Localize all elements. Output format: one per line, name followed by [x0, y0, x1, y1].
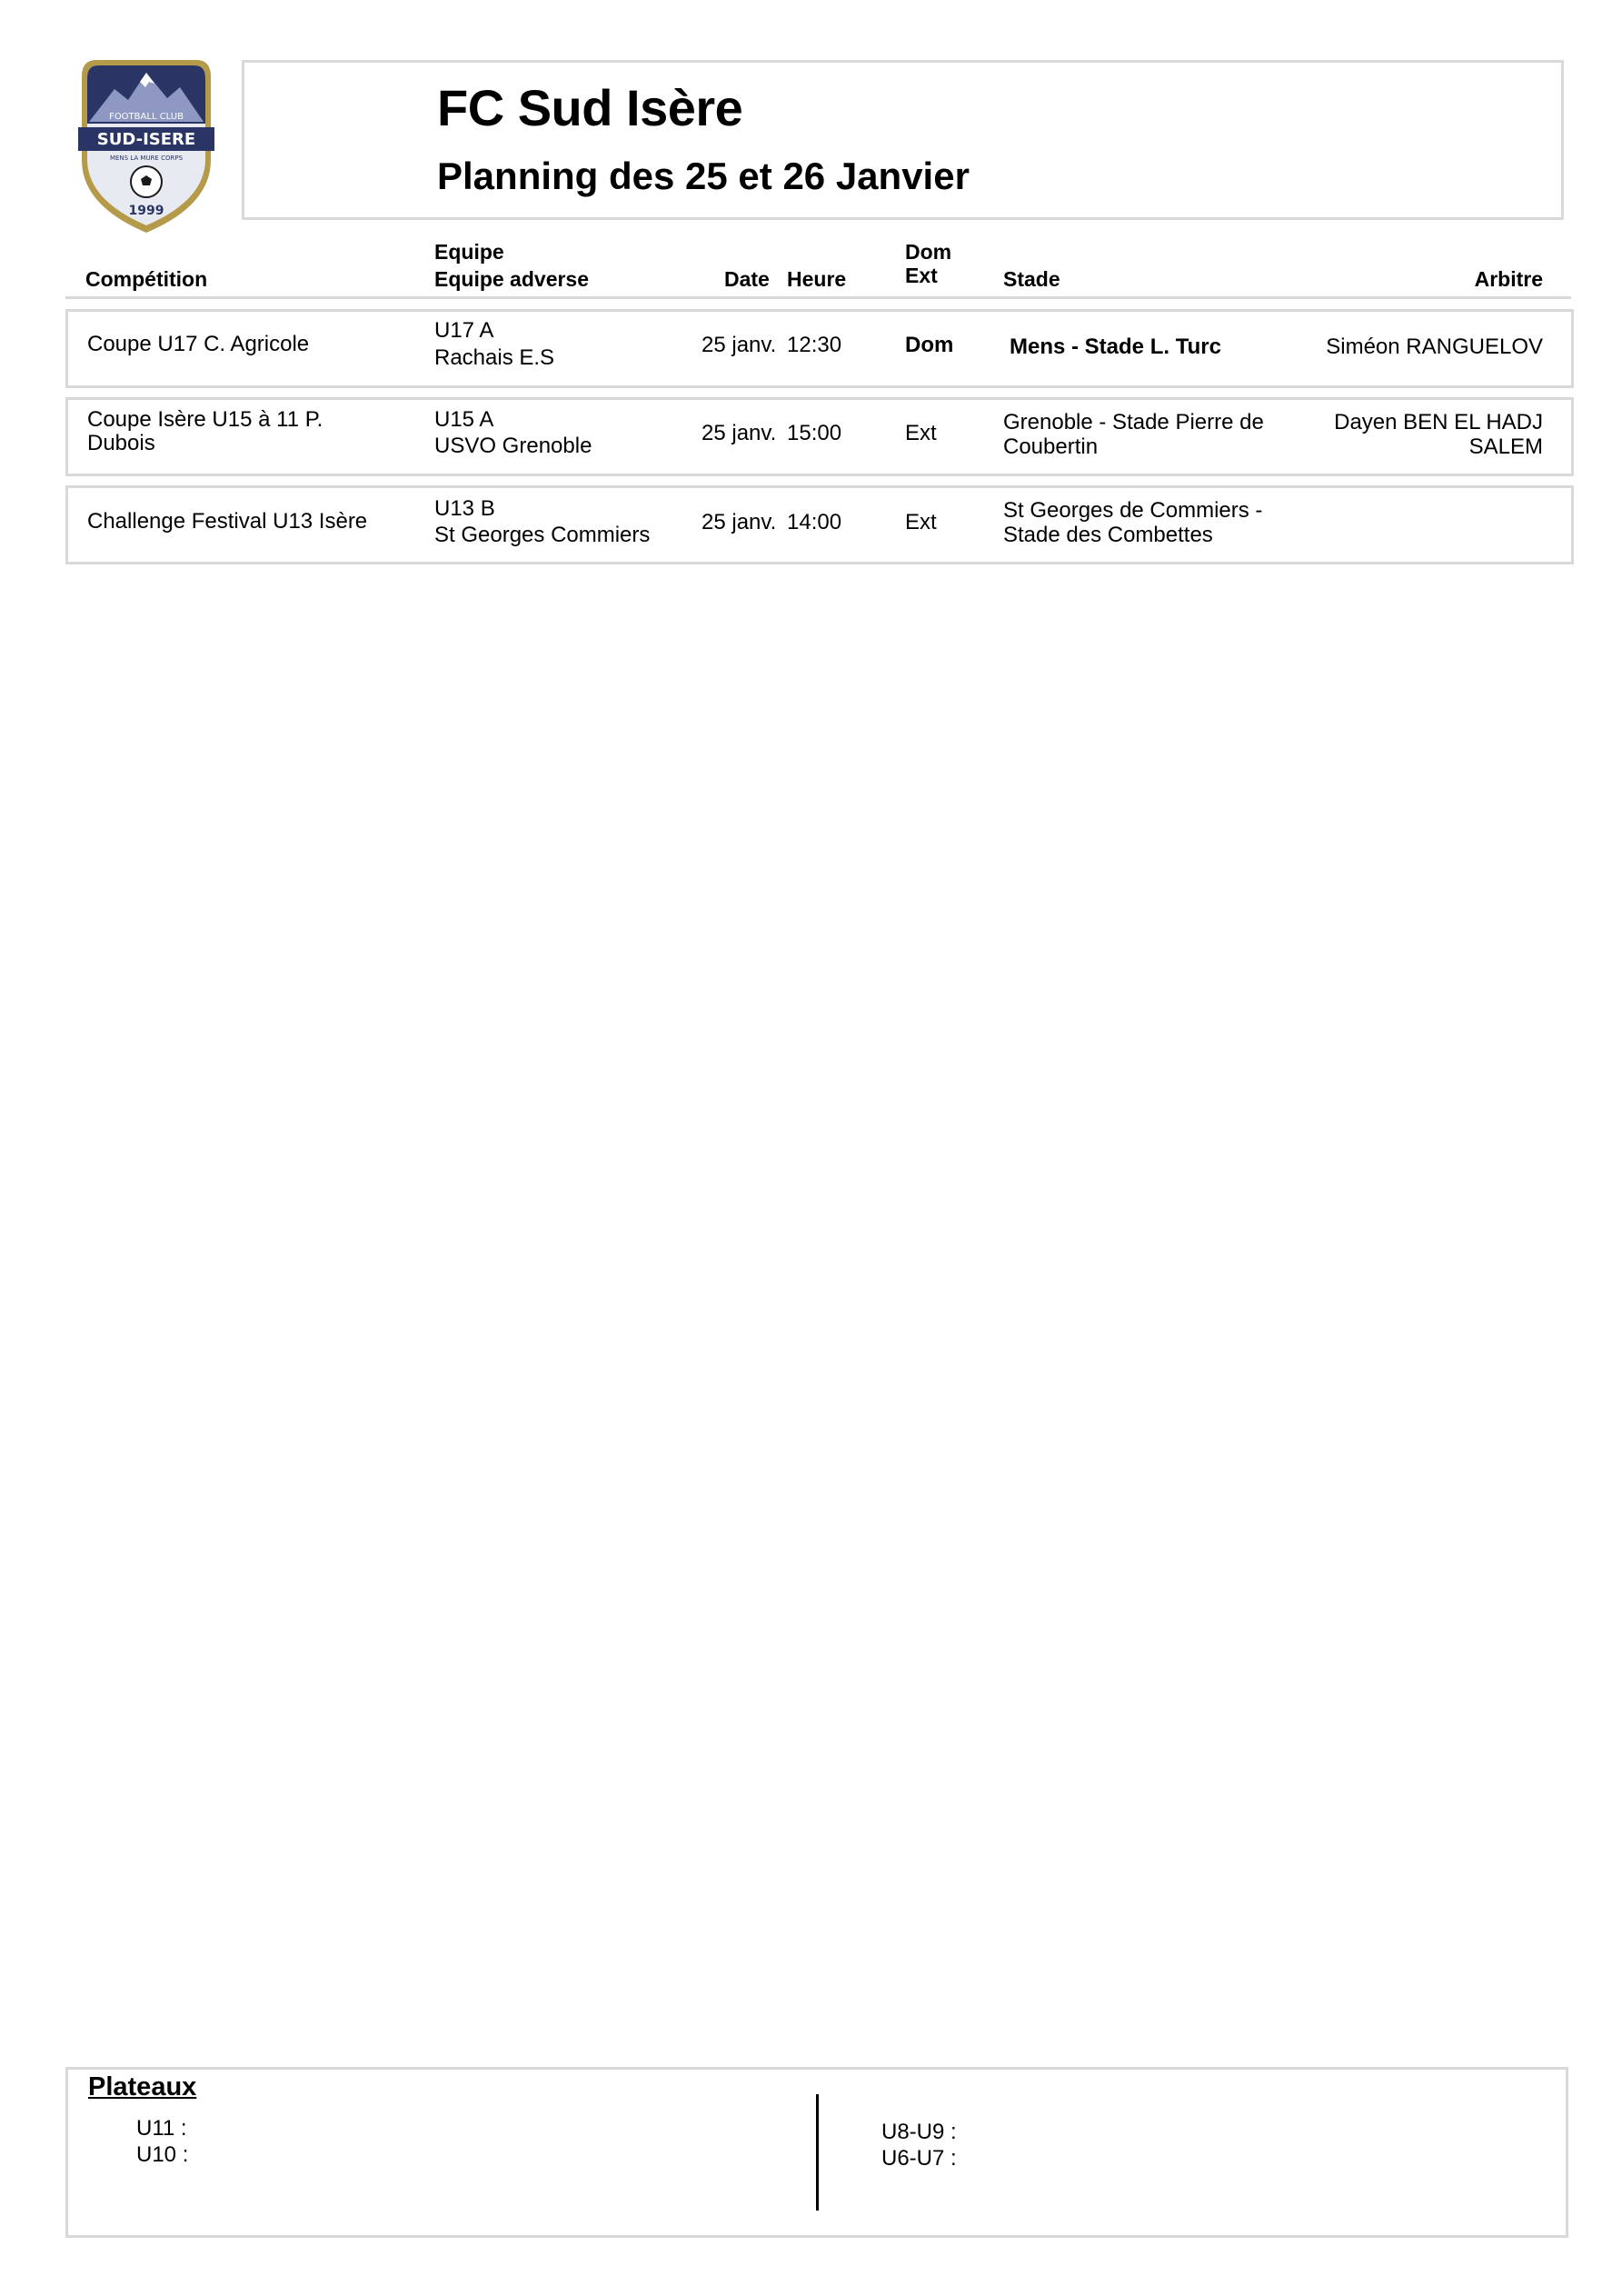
logo-year: 1999 [128, 204, 164, 218]
match-arbitre: SALEM [1468, 434, 1543, 459]
col-header-date: Date [724, 267, 770, 291]
logo-top-text: FOOTBALL CLUB [109, 112, 184, 122]
match-stade: Grenoble - Stade Pierre de [1003, 410, 1264, 434]
col-header-equipe: Equipe [434, 240, 504, 264]
col-header-heure: Heure [787, 267, 847, 291]
match-adversaire: USVO Grenoble [434, 434, 592, 458]
plateau-u8-u9: U8-U9 : [881, 2120, 957, 2144]
plateaux-divider [816, 2094, 819, 2211]
match-stade: Mens - Stade L. Turc [1010, 334, 1221, 359]
club-logo [78, 53, 214, 236]
match-dom-ext: Ext [905, 421, 937, 445]
match-competition: Coupe U17 C. Agricole [87, 332, 310, 356]
planning-title: Planning des 25 et 26 Janvier [437, 155, 970, 197]
match-dom-ext: Dom [905, 333, 954, 357]
plateau-u6-u7: U6-U7 : [881, 2146, 957, 2171]
match-adversaire: Rachais E.S [434, 345, 555, 370]
match-stade: Coubertin [1003, 434, 1099, 459]
col-header-ext: Ext [905, 264, 938, 287]
match-stade: Stade des Combettes [1003, 523, 1213, 547]
match-competition: Dubois [87, 431, 155, 455]
match-dom-ext: Ext [905, 510, 937, 534]
club-name: FC Sud Isère [437, 79, 743, 136]
match-heure: 12:30 [787, 333, 842, 357]
match-competition: Challenge Festival U13 Isère [87, 509, 368, 534]
match-arbitre: Dayen BEN EL HADJ [1334, 410, 1543, 434]
match-arbitre: Siméon RANGUELOV [1326, 334, 1543, 359]
col-header-competition: Compétition [85, 267, 208, 291]
match-adversaire: St Georges Commiers [434, 523, 651, 547]
col-header-arbitre: Arbitre [1474, 267, 1543, 291]
match-competition: Coupe Isère U15 à 11 P. [87, 407, 323, 432]
logo-towns: MENS LA MURE CORPS [109, 155, 184, 162]
col-header-stade: Stade [1003, 267, 1060, 291]
match-equipe: U17 A [434, 318, 494, 343]
logo-name: SUD-ISERE [96, 130, 196, 149]
match-date: 25 janv. [702, 421, 777, 445]
match-date: 25 janv. [702, 333, 777, 357]
match-heure: 15:00 [787, 421, 842, 445]
col-header-equipe-adverse: Equipe adverse [434, 267, 590, 291]
header-divider [65, 296, 1571, 299]
match-equipe: U15 A [434, 407, 494, 432]
plateau-u11: U11 : [136, 2116, 187, 2141]
match-heure: 14:00 [787, 510, 842, 534]
match-stade: St Georges de Commiers - [1003, 498, 1263, 523]
col-header-dom: Dom [905, 240, 952, 264]
plateau-u10: U10 : [136, 2142, 189, 2167]
match-date: 25 janv. [702, 510, 777, 534]
match-equipe: U13 B [434, 496, 495, 521]
plateaux-title: Plateaux [88, 2072, 197, 2101]
